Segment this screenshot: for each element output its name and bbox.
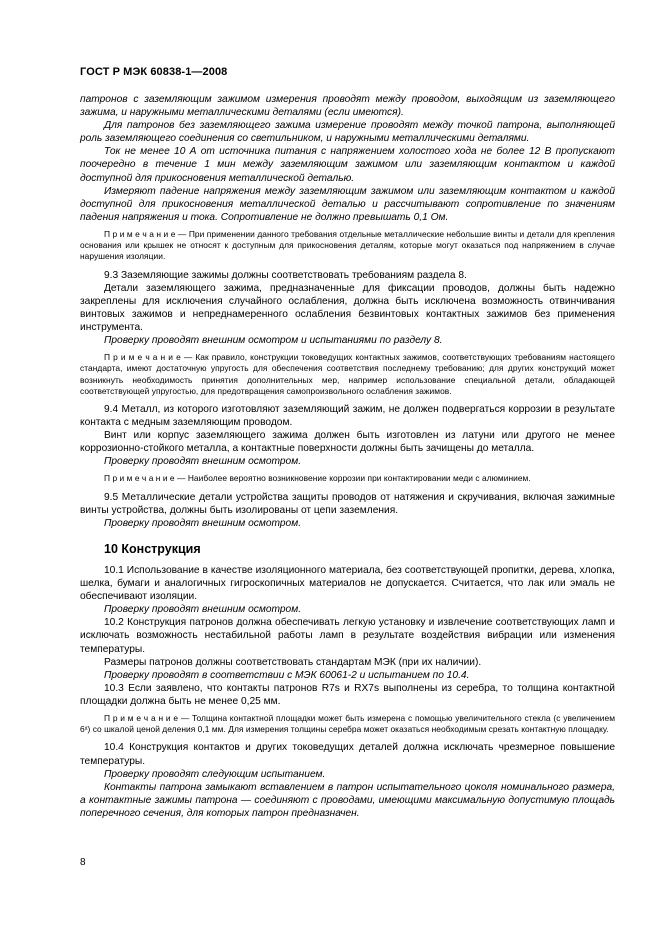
- paragraph: 10.3 Если заявлено, что контакты патронов R7s и RX7s выполнены из серебра, то толщина контактной площадки должна быть не менее 0,25 мм.: [80, 682, 615, 707]
- paragraph: Ток не менее 10 А от источника питания с напряжением холостого хода не более 12 В пропускают поочередно в течение 1 мин между заземляющим зажимом или заземляющим контактом и каждой доступной для прикосновения металлической деталью.: [80, 146, 615, 184]
- paragraph: 9.4 Металл, из которого изготовляют заземляющий зажим, не должен подвергаться коррозии в результате контакта с медным заземляющим проводом.: [80, 403, 615, 429]
- paragraph: патронов с заземляющим зажимом измерения проводят между проводом, выходящим из заземляющего зажима, и наружными металлическими деталями (если имеются).: [80, 94, 615, 119]
- paragraph: Детали заземляющего зажима, предназначенные для фиксации проводов, должны быть надежно закреплены для исключения случайного ослабления, должна быть исключена возможность отвинчивания винтовых зажимов и непреднамеренного ослабления безвинтовых контактных зажимов без применения инструмента.: [80, 282, 615, 333]
- paragraph: 9.5 Металлические детали устройства защиты проводов от натяжения и скручивания, включая зажимные винты устройства, должны быть изолированы от цепи заземления.: [80, 491, 615, 516]
- paragraph: 10.4 Конструкция контактов и других токоведущих деталей должна исключать чрезмерное повышение температуры.: [80, 742, 615, 767]
- paragraph: Проверку проводят внешним осмотром.: [104, 604, 302, 616]
- paragraph: Контакты патрона замыкают вставлением в патрон испытательного цоколя номинального размера, а контактные зажимы патрона — соединяют с проводами, имеющими максимальную допустимую площадь поперечного сечения, для которых патрон предназначен.: [80, 781, 615, 819]
- document-body: [80, 93, 615, 820]
- paragraph: 10.2 Конструкция патронов должна обеспечивать легкую установку и извлечение соответствующих ламп и исключать возможность нестабильной работы ламп в результате воздействия вибрации или изменения температуры.: [80, 617, 615, 655]
- section-heading: 10 Конструкция: [104, 541, 201, 556]
- document-header: ГОСТ Р МЭК 60838-1—2008: [80, 66, 228, 78]
- paragraph: Размеры патронов должны соответствовать стандартам МЭК (при их наличии).: [104, 656, 482, 668]
- note: П р и м е ч а н и е — Наиболее вероятно возникновение коррозии при контактировании меди с алюминием.: [104, 473, 531, 484]
- paragraph: Винт или корпус заземляющего зажима должен быть изготовлен из латуни или другого не менее коррозионно-стойкого металла, а контактные поверхности должны быть зачищены до металла.: [80, 430, 615, 455]
- note: П р и м е ч а н и е — Как правило, конструкции токоведущих контактных зажимов, соответствующих требованиям настоящего стандарта, имеют достаточную упругость для обеспечения соответствия последнему требованию; для других конструкций может возникнуть необходимость принятия дополнительных мер, например использование специальной детали, обладающей соответствующей упругостью, для предотвращения самопроизвольного ослабления зажимов.: [80, 352, 615, 396]
- paragraph: 9.3 Заземляющие зажимы должны соответствовать требованиям раздела 8.: [104, 269, 467, 281]
- paragraph: Проверку проводят в соответствии с МЭК 60061-2 и испытанием по 10.4.: [104, 669, 470, 681]
- paragraph: Проверку проводят следующим испытанием.: [104, 768, 326, 780]
- paragraph: Для патронов без заземляющего зажима измерение проводят между точкой патрона, выполняющей роль заземляющего соединения со светильником, и наружными металлическими деталями.: [80, 120, 615, 145]
- paragraph: Проверку проводят внешним осмотром.: [104, 517, 302, 529]
- paragraph: Проверку проводят внешним осмотром и испытаниями по разделу 8.: [104, 335, 443, 347]
- paragraph: Проверку проводят внешним осмотром.: [104, 456, 302, 468]
- note: П р и м е ч а н и е — Толщина контактной площадки может быть измерена с помощью увеличительного стекла (с увеличением 6ˣ) со шкалой ценой деления 0,1 мм. Для измерения толщины серебра может оказаться необходимым срезать контактную площадку.: [80, 713, 615, 735]
- paragraph: 10.1 Использование в качестве изоляционного материала, без соответствующей пропитки, дерева, хлопка, шелка, бумаги и аналогичных гигроскопичных материалов не допускается. Считается, что лак или эмаль не обеспечивают изоляции.: [80, 564, 615, 603]
- page-number: 8: [80, 857, 86, 868]
- paragraph: Измеряют падение напряжения между заземляющим зажимом или заземляющим контактом и каждой доступной для прикосновения металлической деталью и рассчитывают сопротивление по значениям падения напряжения и тока. Сопротивление не должно превышать 0,1 Ом.: [80, 185, 615, 223]
- note: П р и м е ч а н и е — При применении данного требования отдельные металлические небольшие винты и детали для крепления основания или крышек не относят к доступным для прикосновения деталям, которые могут оказаться под напряжением в случае нарушения изоляции.: [80, 228, 615, 262]
